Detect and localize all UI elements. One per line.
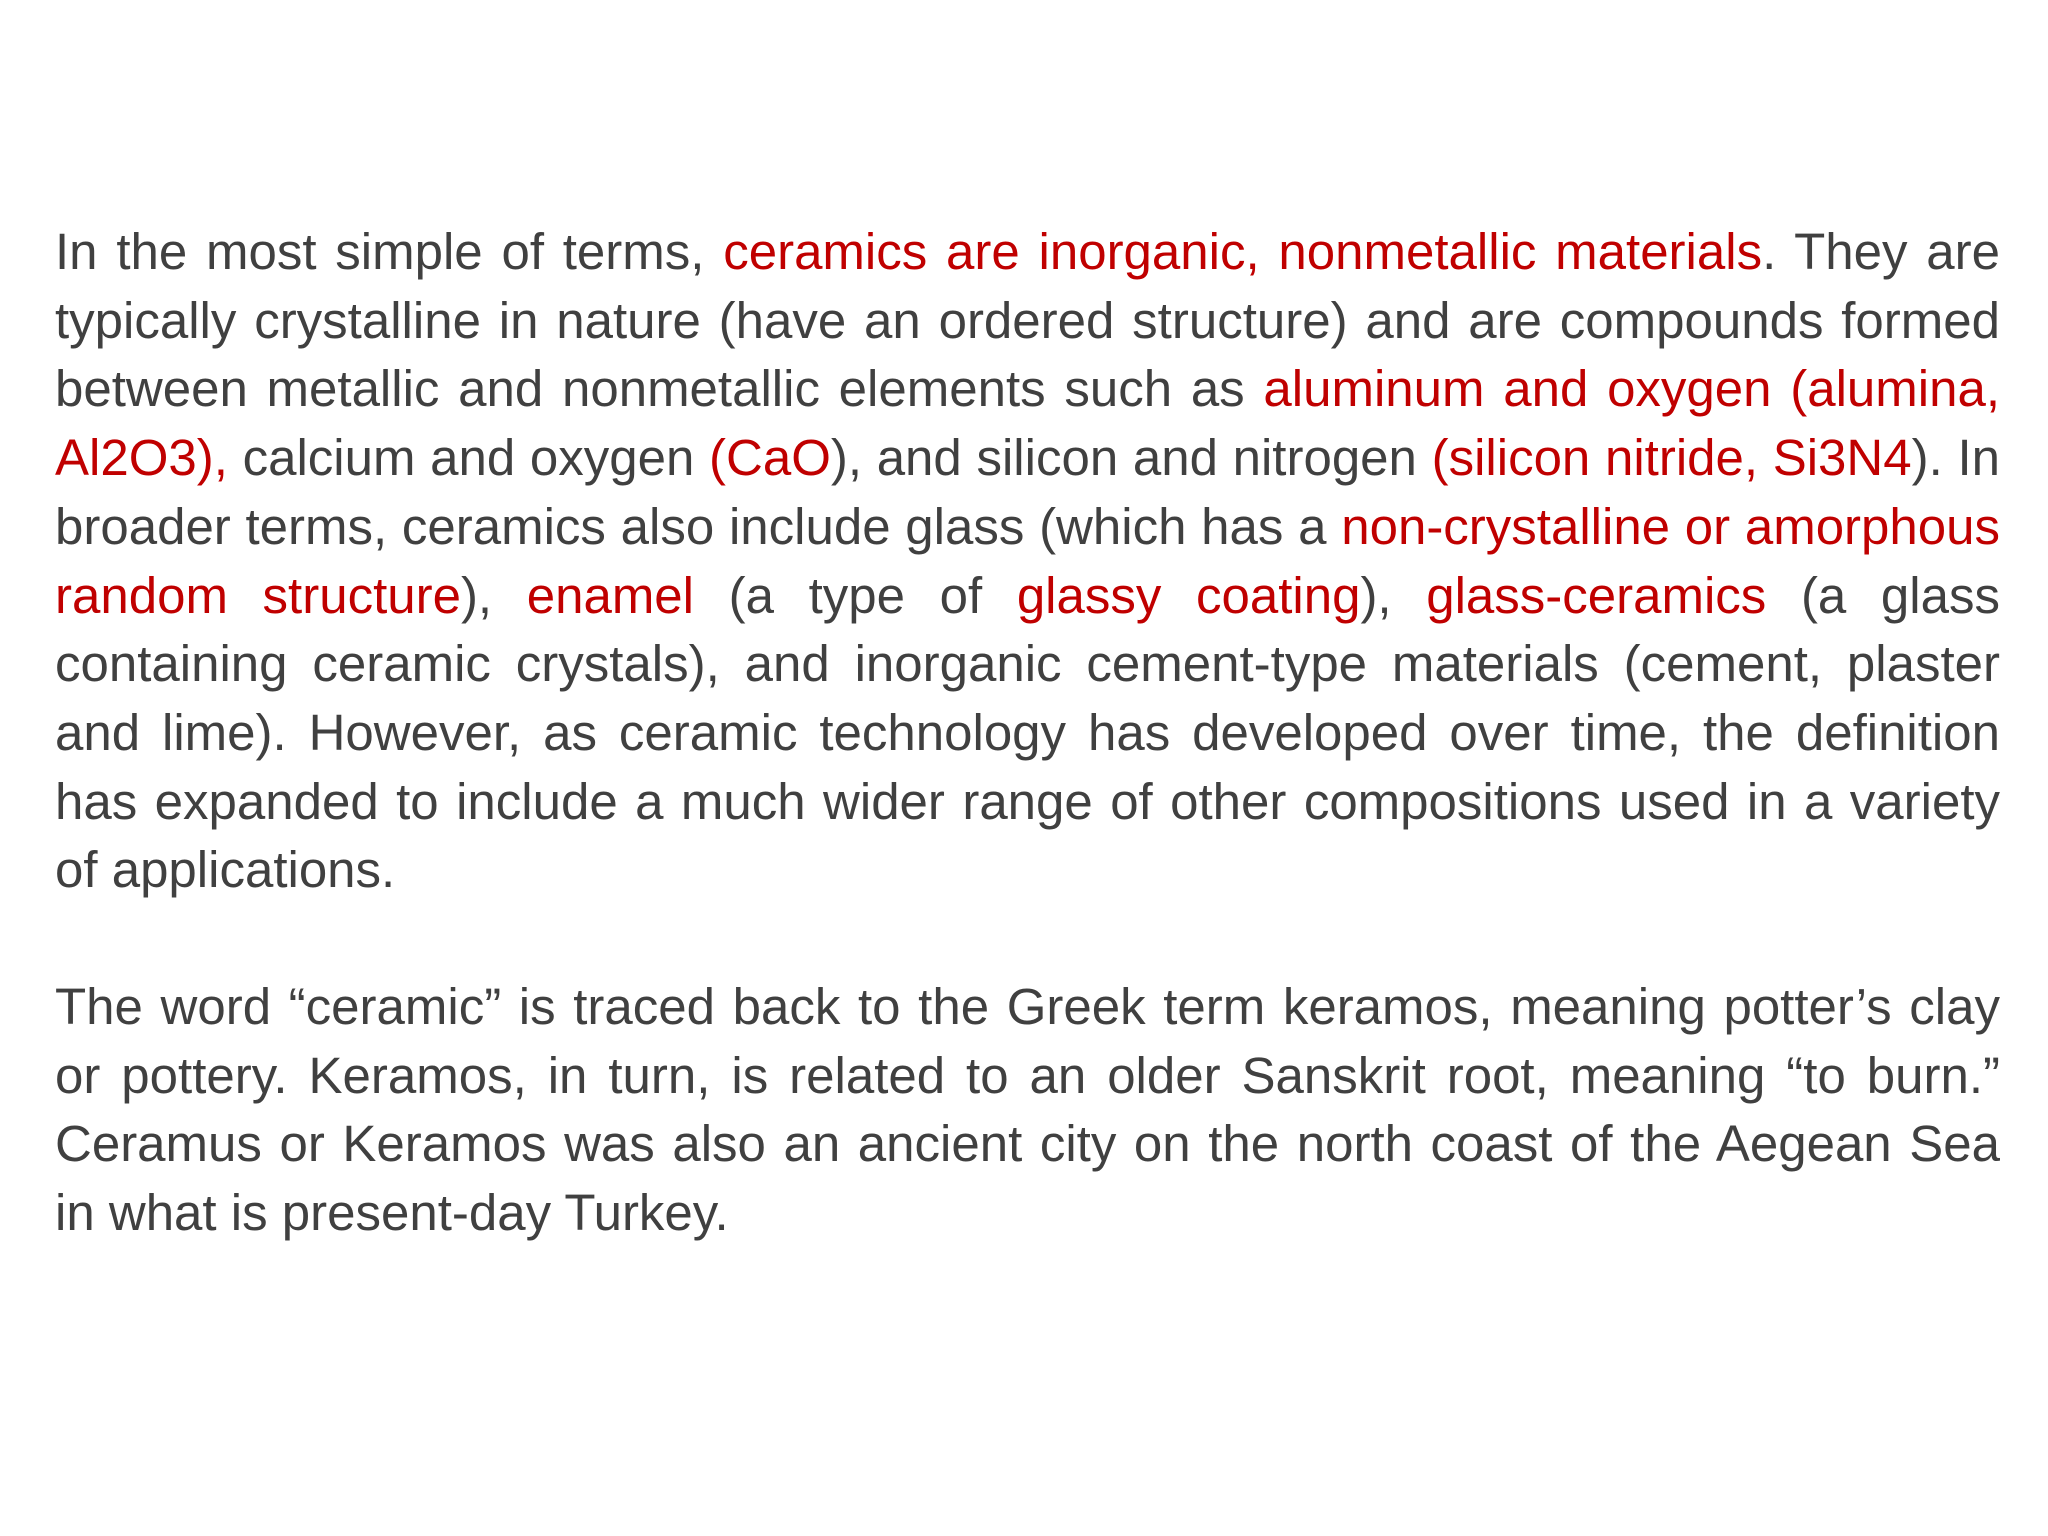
highlighted-term: enamel — [526, 566, 695, 624]
text-segment: calcium and oxygen — [227, 429, 710, 487]
highlighted-term: glassy coating — [1016, 566, 1361, 624]
text-segment: In the most simple of terms, — [55, 223, 724, 280]
text-segment: ). In broader terms, ceramics also include glass (which has a — [55, 429, 2000, 555]
highlighted-term: aluminum and oxygen (alumina, Al2O3), — [55, 360, 2001, 487]
paragraph-ceramics-definition — [55, 218, 2000, 905]
text-segment: (a type of — [694, 566, 1017, 624]
highlighted-term: (CaO — [709, 429, 831, 487]
highlighted-term: ceramics are inorganic, nonmetallic materials — [723, 223, 1763, 280]
highlighted-term: glass-ceramics — [1426, 566, 1767, 624]
slide-body — [55, 218, 2000, 1248]
text-segment: ), and silicon and nitrogen — [830, 429, 1432, 487]
text-segment: . They are typically crystalline in nature (have an ordered structure) and are compounds formed between metallic and nonmetallic elements such as — [55, 223, 2000, 418]
highlighted-term: non-crystalline or amorphous random structure — [55, 497, 2000, 624]
highlighted-term: (silicon nitride, Si3N4 — [1431, 429, 1912, 487]
paragraph-word-origin: The word “ceramic” is traced back to the Greek term keramos, meaning potter’s clay or pottery. Keramos, in turn, is related to an older Sanskrit root, meaning “to burn.” Ceramus or Keramos was also an ancient city on the north coast of the Aegean Sea in what is present-day Turkey. — [55, 978, 2000, 1242]
text-segment: ), — [1360, 566, 1427, 624]
text-segment: ), — [460, 566, 527, 624]
text-segment: (a glass containing ceramic crystals), and inorganic cement-type materials (cement, plaster and lime). However, as ceramic technology has developed over time, the definition has expanded to include a much wider range of other compositions used in a variety of applications. — [55, 566, 2000, 899]
